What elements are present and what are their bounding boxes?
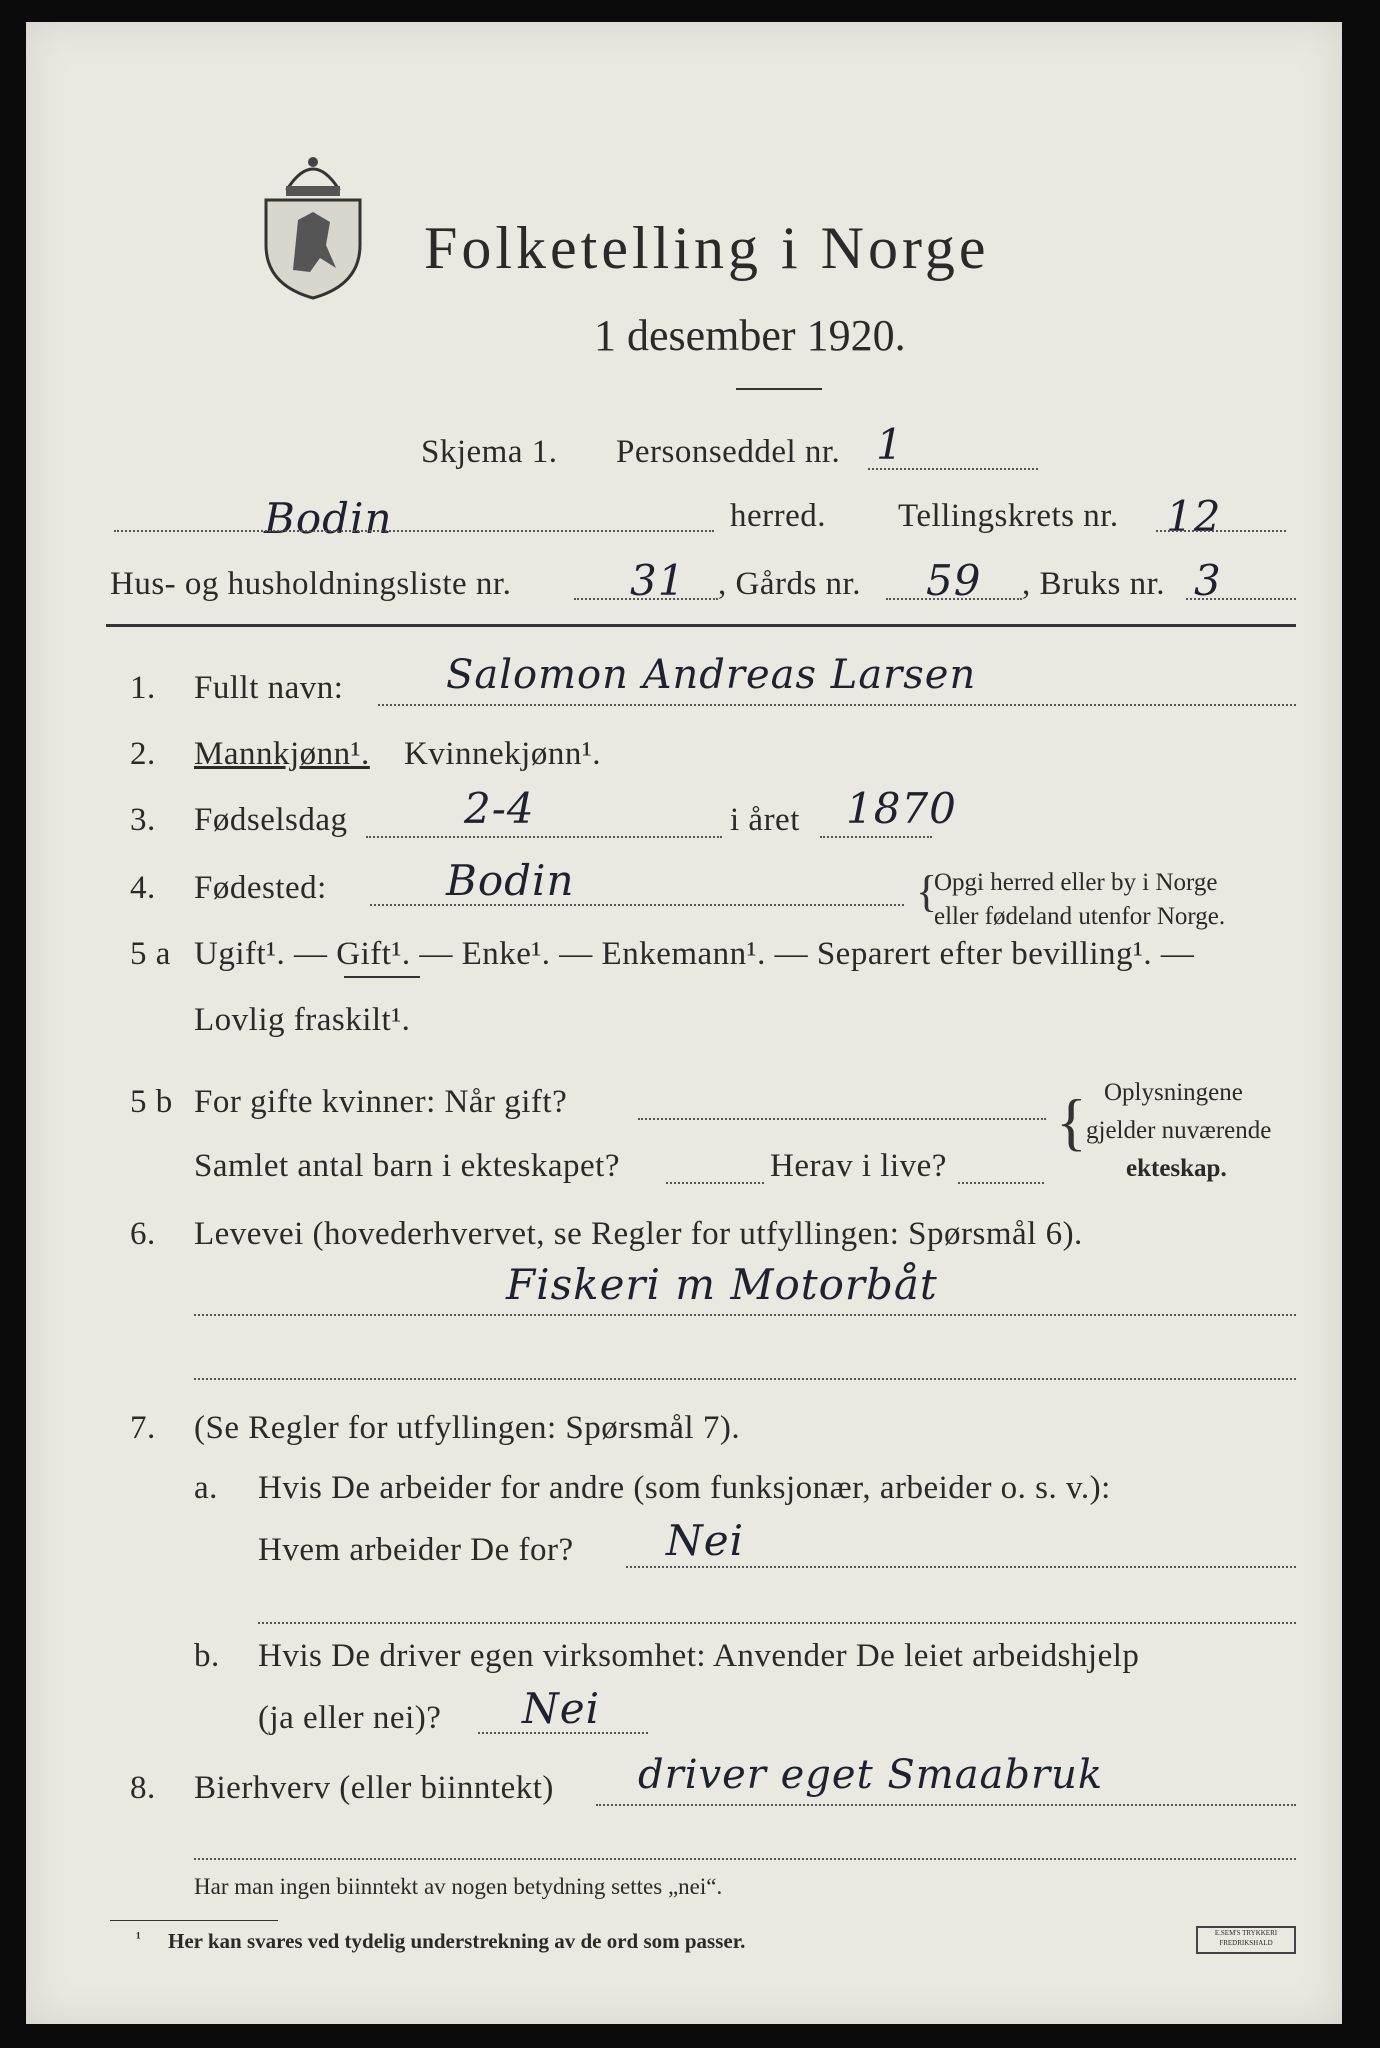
q7-label: (Se Regler for utfyllingen: Spørsmål 7).: [194, 1410, 741, 1446]
q8-number: 8.: [130, 1770, 156, 1806]
birthplace-note-1: Opgi herred eller by i Norge: [934, 869, 1218, 896]
side-income-value: driver eget Smaabruk: [638, 1752, 1104, 1798]
marital-status-divorced: Lovlig fraskilt¹.: [194, 1002, 411, 1038]
q7b-hired-help-label: (ja eller nei)?: [258, 1700, 442, 1736]
marriage-note-1: Oplysningene: [1104, 1079, 1243, 1106]
children-alive-label: Herav i live?: [770, 1148, 947, 1184]
q7-number: 7.: [130, 1410, 156, 1446]
q7b-letter: b.: [194, 1638, 220, 1674]
side-income-note: Har man ingen biinntekt av nogen betydning settes „nei“.: [194, 1874, 723, 1899]
q1-label: Fullt navn:: [194, 670, 344, 706]
schema-label: Skjema 1.: [421, 434, 558, 470]
marriage-note-3: ekteskap.: [1126, 1155, 1227, 1182]
hired-help-value: Nei: [522, 1684, 601, 1733]
married-when-label: For gifte kvinner: Når gift?: [194, 1084, 568, 1120]
q4-label: Fødested:: [194, 870, 327, 906]
side-income-label: Bierhverv (eller biinntekt): [194, 1770, 554, 1806]
q6-number: 6.: [130, 1216, 156, 1252]
gift-underline: [344, 976, 420, 978]
personseddel-label: Personseddel nr.: [616, 434, 841, 470]
form-title: Folketelling i Norge: [424, 215, 990, 281]
q5a-number: 5 a: [130, 936, 171, 972]
occupation-value: Fiskeri m Motorbåt: [506, 1260, 938, 1309]
q3-label: Fødselsdag: [194, 802, 348, 838]
bruks-value: 3: [1194, 556, 1222, 605]
printer-stamp: E.SEM'S TRYKKERI FREDRIKSHALD: [1196, 1926, 1296, 1954]
footnote-mark: ¹: [136, 1930, 141, 1947]
q2-number: 2.: [130, 736, 156, 772]
tellingskrets-value: 12: [1166, 492, 1222, 541]
q5b-number: 5 b: [130, 1084, 173, 1120]
q7a-question: Hvis De arbeider for andre (som funksjonær, arbeider o. s. v.):: [258, 1470, 1111, 1506]
census-form-page: [26, 22, 1342, 2024]
q3-number: 3.: [130, 802, 156, 838]
husholdning-label: Hus- og husholdningsliste nr.: [110, 566, 512, 602]
husholdning-value: 31: [630, 556, 686, 605]
gender-male: Mannkjønn¹.: [194, 736, 370, 772]
norwegian-coat-of-arms-icon: [258, 150, 368, 300]
header-separator: [106, 624, 1296, 627]
q7a-letter: a.: [194, 1470, 218, 1506]
municipality-value: Bodin: [264, 494, 393, 543]
children-total-label: Samlet antal barn i ekteskapet?: [194, 1148, 621, 1184]
footnote-text: Her kan svares ved tydelig understrekning av de ord som passer.: [168, 1929, 746, 1953]
gards-value: 59: [926, 556, 982, 605]
marital-status-options: Ugift¹. — Gift¹. — Enke¹. — Enkemann¹. — Separert efter bevilling¹. —: [194, 936, 1195, 972]
gender-female: Kvinnekjønn¹.: [404, 736, 601, 772]
q1-number: 1.: [130, 670, 156, 706]
birthdate-value: 2-4: [464, 784, 535, 833]
birthplace-note-2: eller fødeland utenfor Norge.: [934, 903, 1226, 930]
year-label: i året: [730, 802, 800, 838]
brace-icon: {: [1056, 1086, 1087, 1157]
full-name-value: Salomon Andreas Larsen: [446, 652, 977, 698]
q7a-employer-label: Hvem arbeider De for?: [258, 1532, 574, 1568]
birthplace-value: Bodin: [446, 856, 575, 905]
q4-number: 4.: [130, 870, 156, 906]
marriage-note-2: gjelder nuværende: [1086, 1117, 1272, 1144]
bruks-label: , Bruks nr.: [1022, 566, 1166, 602]
census-date: 1 desember 1920.: [594, 311, 906, 360]
q7b-question: Hvis De driver egen virksomhet: Anvender De leiet arbeidshjelp: [258, 1638, 1140, 1674]
birth-year-value: 1870: [846, 784, 957, 833]
herred-label: herred.: [730, 498, 827, 534]
gards-label: , Gårds nr.: [718, 566, 861, 602]
tellingskrets-label: Tellingskrets nr.: [898, 498, 1119, 534]
footnote-divider: [110, 1920, 278, 1921]
occupation-label: Levevei (hovederhvervet, se Regler for utfyllingen: Spørsmål 6).: [194, 1216, 1083, 1252]
brace-icon: {: [916, 867, 938, 916]
personseddel-value: 1: [876, 420, 904, 469]
employer-value: Nei: [666, 1516, 745, 1565]
title-divider: [736, 388, 822, 390]
